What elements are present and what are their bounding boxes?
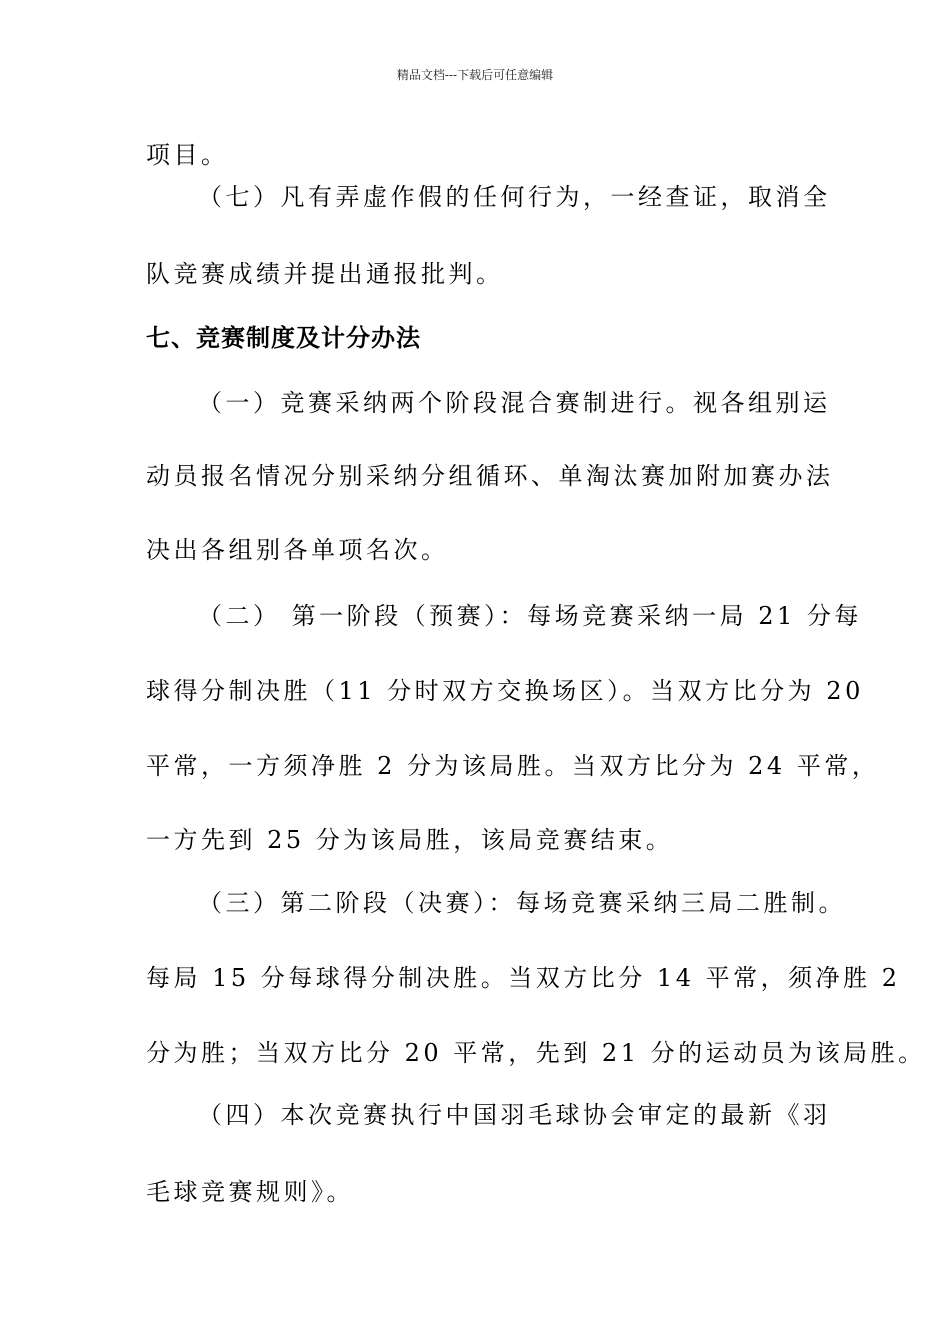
text-line-6: 动员报名情况分别采纳分组循环、单淘汰赛加附加赛办法 xyxy=(146,462,834,490)
text-line-14: 分为胜；当双方比分 20 平常，先到 21 分的运动员为该局胜。 xyxy=(146,1039,926,1067)
text-line-9: 球得分制决胜（11 分时双方交换场区）。当双方比分为 20 xyxy=(146,677,864,705)
section-heading: 七、竞赛制度及计分办法 xyxy=(146,324,421,352)
text-line-15: （四）本次竞赛执行中国羽毛球协会审定的最新《羽 xyxy=(198,1101,831,1129)
page-header: 精品文档---下载后可任意编辑 xyxy=(396,68,554,82)
text-line-10: 平常，一方须净胜 2 分为该局胜。当双方比分为 24 平常， xyxy=(146,752,880,780)
text-line-8: （二） 第一阶段（预赛）：每场竞赛采纳一局 21 分每 xyxy=(198,602,862,630)
text-line-3: 队竞赛成绩并提出通报批判。 xyxy=(146,260,504,288)
text-line-11: 一方先到 25 分为该局胜，该局竞赛结束。 xyxy=(146,826,674,854)
text-line-16: 毛球竞赛规则》。 xyxy=(146,1178,354,1206)
text-line-12: （三）第二阶段（决赛）：每场竞赛采纳三局二胜制。 xyxy=(198,889,846,917)
text-line-7: 决出各组别各单项名次。 xyxy=(146,536,449,564)
text-line-2: （七）凡有弄虚作假的任何行为，一经查证，取消全 xyxy=(198,183,831,211)
text-line-5: （一）竞赛采纳两个阶段混合赛制进行。视各组别运 xyxy=(198,389,831,417)
text-line-13: 每局 15 分每球得分制决胜。当双方比分 14 平常，须净胜 2 xyxy=(146,964,901,992)
text-line-1: 项目。 xyxy=(146,141,229,169)
